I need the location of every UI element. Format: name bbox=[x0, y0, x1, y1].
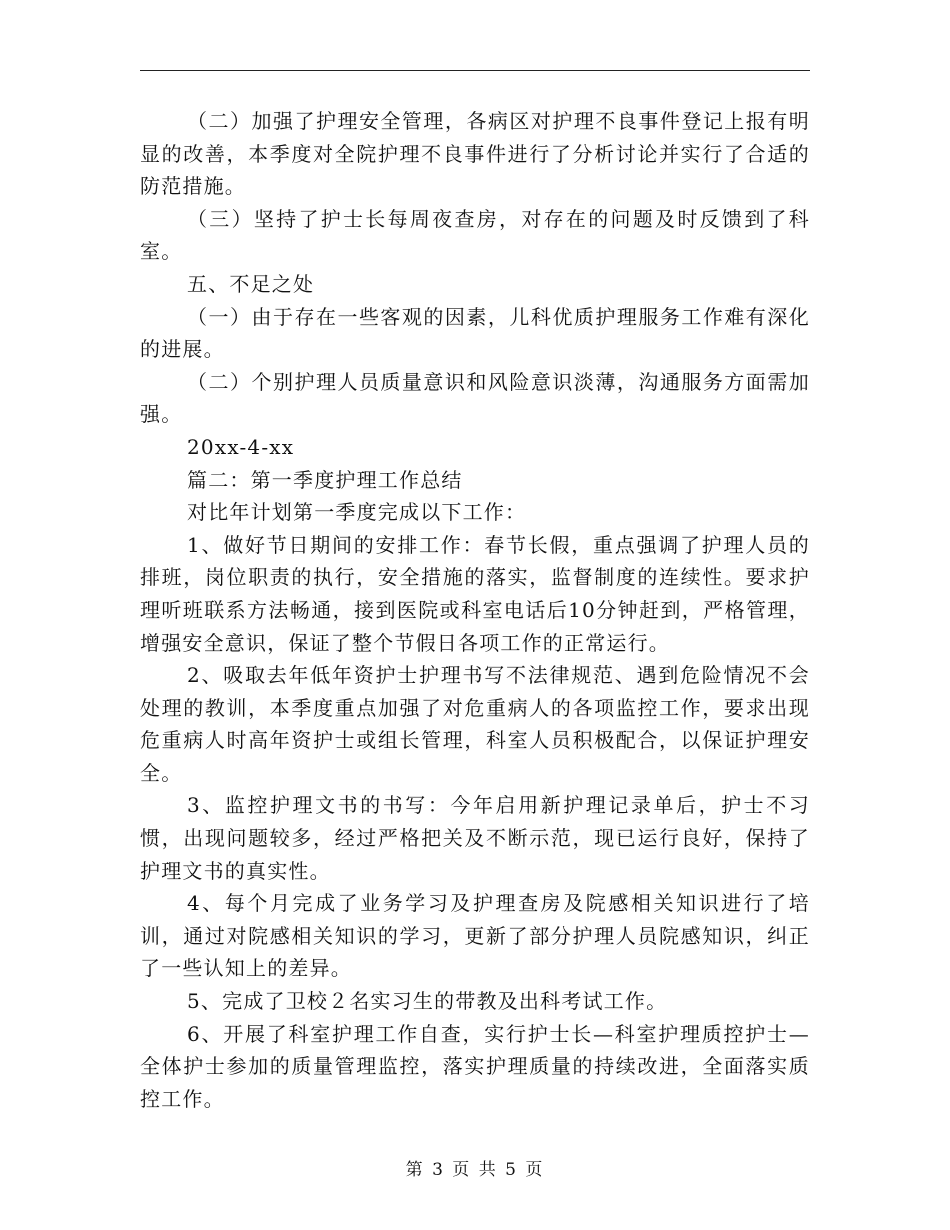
paragraph: 6、开展了科室护理工作自查，实行护士长—科室护理质控护士—全体护士参加的质量管理监控，落实护理质量的持续改进，全面落实质控工作。 bbox=[140, 1021, 810, 1111]
paragraph: 5、完成了卫校２名实习生的带教及出科考试工作。 bbox=[187, 989, 668, 1014]
section-title: 篇二：第一季度护理工作总结 bbox=[187, 467, 463, 492]
paragraph: （二）加强了护理安全管理，各病区对护理不良事件登记上报有明显的改善，本季度对全院护理不良事件进行了分析讨论并实行了合适的防范措施。 bbox=[140, 109, 810, 199]
paragraph: 1、做好节日期间的安排工作：春节长假，重点强调了护理人员的排班，岗位职责的执行，安全措施的落实，监督制度的连续性。要求护理听班联系方法畅通，接到医院或科室电话后10分钟赶到，严格管理，增强安全意识，保证了整个节假日各项工作的正常运行。 bbox=[140, 532, 810, 655]
date-line: 20xx-4-xx bbox=[187, 434, 295, 459]
document-body bbox=[140, 105, 810, 1115]
page-number: 第 3 页 共 5 页 bbox=[405, 1160, 545, 1180]
paragraph: 2、吸取去年低年资护士护理书写不法律规范、遇到危险情况不会处理的教训，本季度重点加强了对危重病人的各项监控工作，要求出现危重病人时高年资护士或组长管理，科室人员积极配合，以保证护理安全。 bbox=[140, 663, 810, 785]
paragraph: 3、监控护理文书的书写：今年启用新护理记录单后，护士不习惯，出现问题较多，经过严格把关及不断示范，现已运行良好，保持了护理文书的真实性。 bbox=[140, 793, 810, 883]
paragraph: （三）坚持了护士长每周夜查房，对存在的问题及时反馈到了科室。 bbox=[140, 206, 810, 264]
paragraph: 对比年计划第一季度完成以下工作： bbox=[187, 500, 527, 525]
paragraph: （一）由于存在一些客观的因素，儿科优质护理服务工作难有深化的进展。 bbox=[140, 304, 810, 362]
header-rule bbox=[140, 70, 810, 71]
paragraph: （二）个别护理人员质量意识和风险意识淡薄，沟通服务方面需加强。 bbox=[140, 369, 810, 427]
paragraph: 4、每个月完成了业务学习及护理查房及院感相关知识进行了培训，通过对院感相关知识的学习，更新了部分护理人员院感知识，纠正了一些认知上的差异。 bbox=[140, 891, 810, 981]
section-heading: 五、不足之处 bbox=[187, 271, 315, 296]
